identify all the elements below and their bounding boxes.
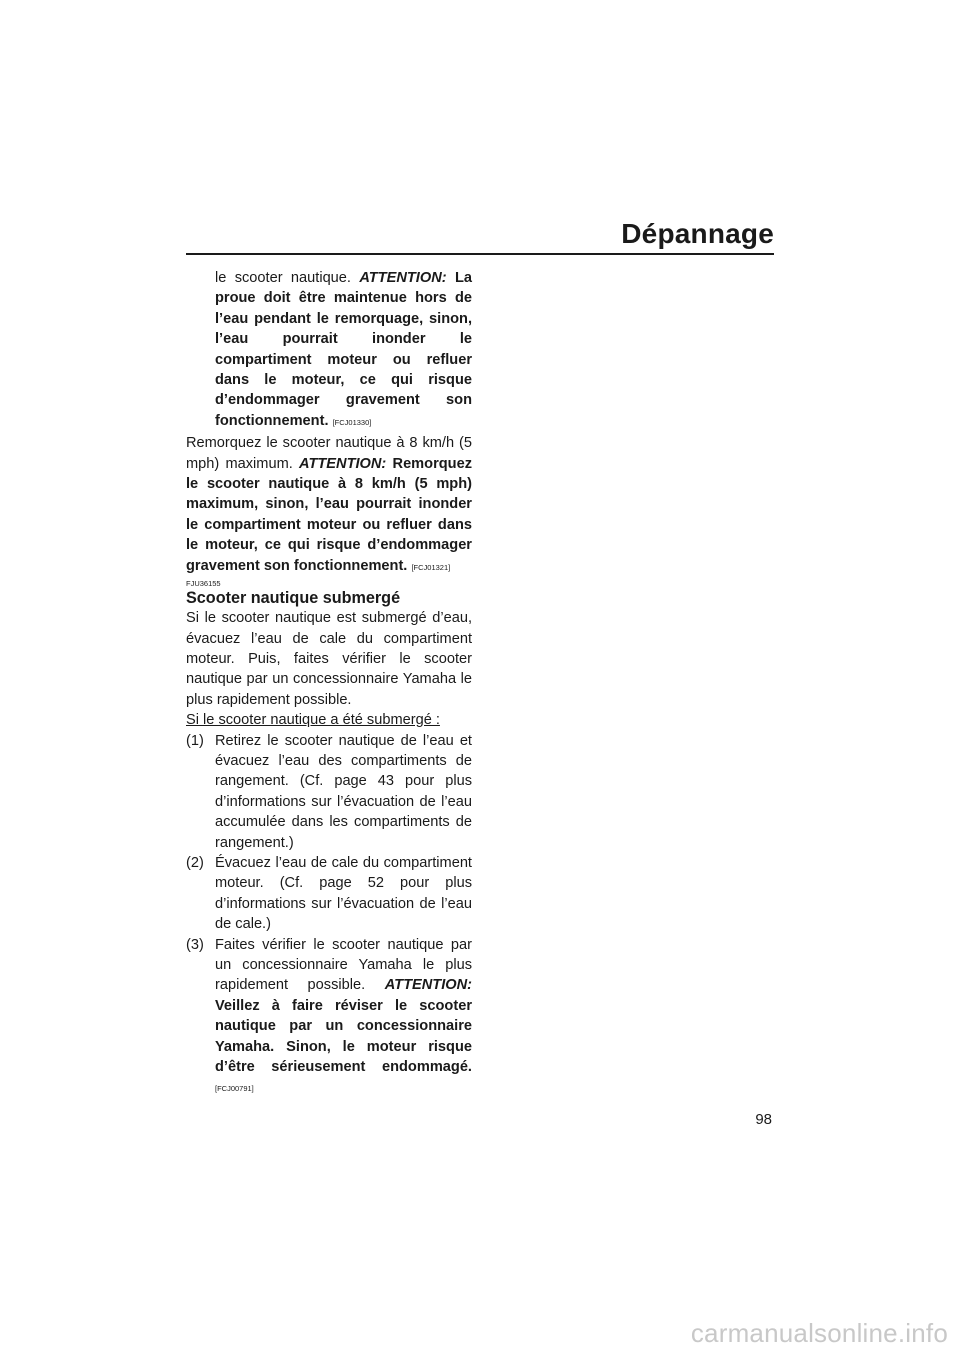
attention-text: La proue doit être maintenue hors de l’eau pendant le remorquage, sinon, l’eau pourrait inonder le compartiment moteur ou refluer dans le moteur, ce qui risque d’endommager gravement son fonctionnement. xyxy=(215,270,472,429)
list-text: Évacuez l’eau de cale du compartiment moteur. (Cf. page 52 pour plus d’informations sur l’évacuation de l’eau de cale.) xyxy=(215,854,472,933)
list-item xyxy=(186,853,472,935)
section-code: FJU36155 xyxy=(186,579,221,589)
list-item xyxy=(186,935,472,1100)
attention-label: ATTENTION: xyxy=(359,270,447,286)
attention-label: ATTENTION: xyxy=(299,455,387,472)
reference-code: [FCJ01330] xyxy=(332,417,372,427)
page-title: Dépannage xyxy=(621,218,774,249)
towing-warning-paragraph xyxy=(186,268,472,433)
attention-label: ATTENTION: xyxy=(384,977,472,994)
steps-label: Si le scooter nautique a été submergé : xyxy=(186,712,440,729)
attention-text: Veillez à faire réviser le scooter nautique par un concessionnaire Yamaha. Sinon, le moteur risque d’être sérieusement endommagé. xyxy=(215,997,472,1076)
list-text: Retirez le scooter nautique de l’eau et évacuez l’eau des compartiments de rangement. (Cf. page 43 pour plus d’informations sur l’évacuation de l’eau accumulée dans les compartiments de rangement.) xyxy=(215,732,472,851)
list-number: (3) xyxy=(186,936,204,953)
page-number: 98 xyxy=(755,1111,772,1128)
list-number: (2) xyxy=(186,854,204,871)
watermark: carmanualsonline.info xyxy=(690,1318,948,1348)
list-number: (1) xyxy=(186,732,204,749)
paragraph-lead: le scooter nautique. xyxy=(215,270,360,286)
section-intro: Si le scooter nautique est submergé d’eau, évacuez l’eau de cale du compartiment moteur. Puis, faites vérifier le scooter nautique par un concessionnaire Yamaha le plus rapidement possible. xyxy=(186,610,472,708)
towing-speed-paragraph xyxy=(186,433,472,578)
reference-code: [FCJ00791] xyxy=(215,1084,254,1094)
text-column xyxy=(186,268,472,1100)
step-lead: Faites vérifier le scooter nautique par un concessionnaire Yamaha le plus rapidement possible. xyxy=(215,936,472,994)
title-rule xyxy=(186,253,774,255)
section-heading: Scooter nautique submergé xyxy=(186,589,401,608)
reference-code: [FCJ01321] xyxy=(411,562,451,572)
list-item xyxy=(186,731,472,853)
paragraph-lead: Remorquez le scooter nautique à 8 km/h (5 mph) maximum. xyxy=(186,435,472,472)
attention-text: Remorquez le scooter nautique à 8 km/h (5 mph) maximum, sinon, l’eau pourrait inonder le compartiment moteur ou refluer dans le moteur, ce qui risque d’endommager gravement son fonctionnement. xyxy=(186,455,472,574)
list-text xyxy=(215,935,472,1100)
